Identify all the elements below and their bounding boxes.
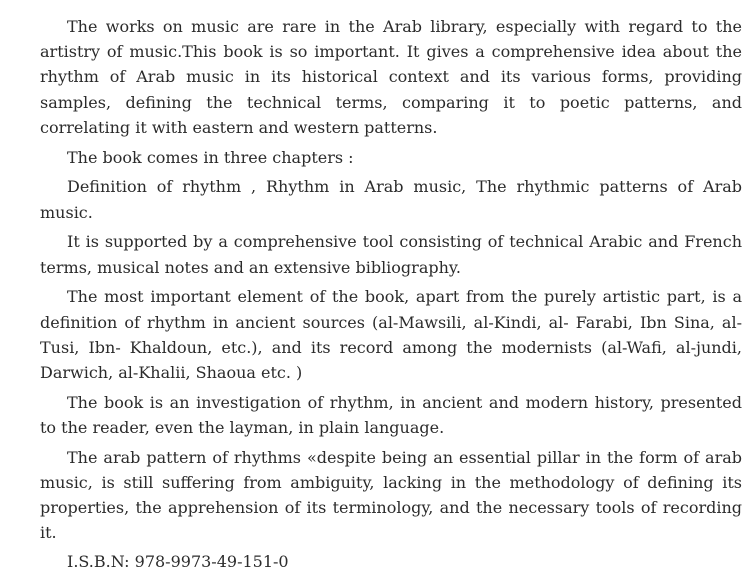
- rhythm-pattern-paragraph: The arab pattern of rhythms «despite being an essential pillar in the form of arab music, is still suffering from ambiguity, lacking in the methodology of defining its properties, the apprehension of its terminology, and the necessary tools of recording it.: [40, 447, 742, 543]
- ancient-sources-paragraph: The most important element of the book, apart from the purely artistic part, is a definition of rhythm in ancient sources (al-Mawsili, al-Kindi, al- Farabi, Ibn Sina, al-Tusi, Ibn- Khaldoun, etc.), and its record among the modernists (al-Wafi, al-jundi, Darwich, al-Khalii, Shaoua etc. ): [40, 287, 742, 383]
- book-description: [40, 14, 742, 574]
- tools-paragraph: It is supported by a comprehensive tool consisting of technical Arabic and French terms, musical notes and an extensive bibliography.: [40, 232, 742, 277]
- chapters-list-paragraph: Definition of rhythm , Rhythm in Arab music, The rhythmic patterns of Arab music.: [40, 177, 742, 222]
- intro-paragraph: The works on music are rare in the Arab library, especially with regard to the artistry of music.This book is so important. It gives a comprehensive idea about the rhythm of Arab music in its historical context and its various forms, providing samples, defining the technical terms, comparing it to poetic patterns, and correlating it with eastern and western patterns.: [40, 17, 742, 137]
- chapters-intro-paragraph: The book comes in three chapters :: [67, 147, 354, 167]
- investigation-paragraph: The book is an investigation of rhythm, in ancient and modern history, presented to the reader, even the layman, in plain language.: [40, 392, 742, 438]
- isbn-line: I.S.B.N: 978-9973-49-151-0: [67, 551, 289, 571]
